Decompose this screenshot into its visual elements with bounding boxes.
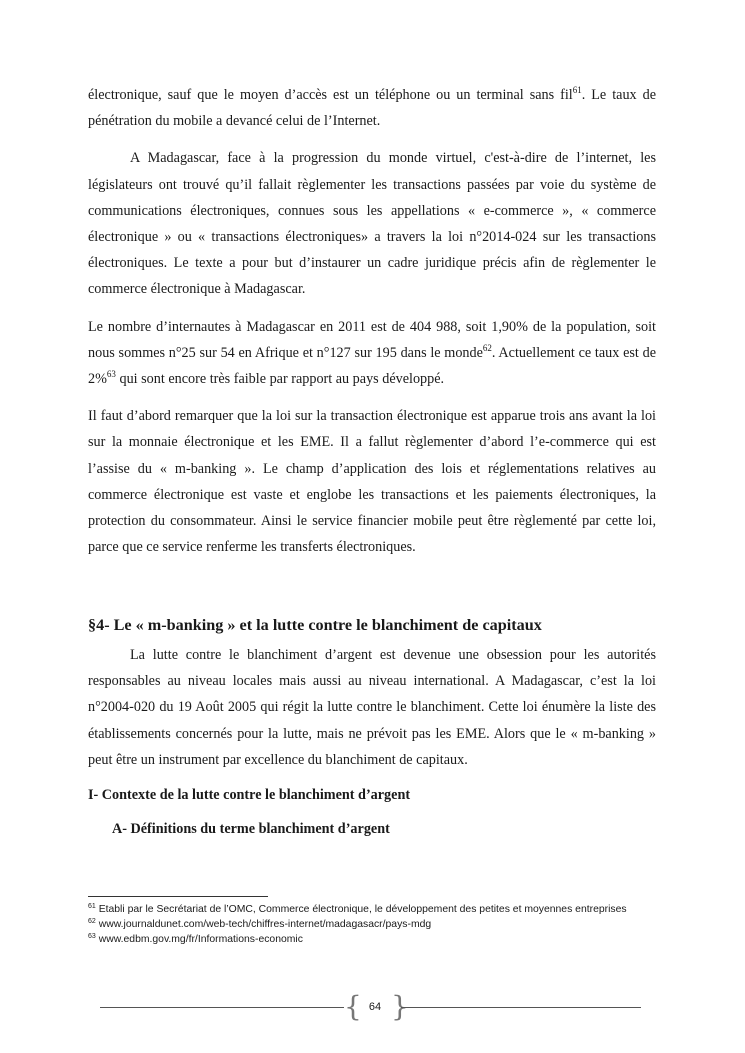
footer-rule-right [401, 1007, 641, 1008]
footnote-63: $^{63}$ www.edbm.gov.mg/fr/Informations-economic [88, 933, 303, 946]
left-brace-icon: { [344, 990, 362, 1023]
body-text [88, 82, 656, 560]
footnote-ref-61[interactable]: 61 [572, 85, 582, 95]
footnote-61: $^{61}$ Etabli par le Secrétariat de l’OMC, Commerce électronique, le développement des petites et moyennes entreprises [88, 903, 627, 915]
subheading-i: I- Contexte de la lutte contre le blanchiment d’argent [88, 787, 411, 803]
subheading-a: A- Définitions du terme blanchiment d’argent [112, 821, 390, 837]
section-paragraph: La lutte contre le blanchiment d’argent est devenue une obsession pour les autorités responsables au niveau locales mais aussi au niveau international. A Madagascar, c’est la loi n°2004-020 du 19 Août 2005 qui régit la lutte contre le blanchiment. Cette loi énumère la liste des établissements concernés pour la lutte, mais ne prévoit pas les EME. Alors que le « m-banking » peut être un instrument par excellence du blanchiment de capitaux. [88, 647, 656, 768]
footnote-ref-63[interactable]: 63 [106, 369, 116, 380]
paragraph-3: Le nombre d’internautes à Madagascar en 2011 est de 404 988, soit 1,90% de la population, soit nous sommes n°25 sur 54 en Afrique et n°127 sur 195 dans le monde$^{62}$. Actuellement ce taux est de 2%$^{63}$ qui sont encore très faible par rapport au pays développé. [88, 318, 656, 388]
footnote-divider [88, 896, 268, 897]
footer-rule-left [100, 1007, 344, 1008]
paragraph-4: Il faut d’abord remarquer que la loi sur la transaction électronique est apparue trois ans avant la loi sur la monnaie électronique et les EME. Il a fallut règlementer d’abord l’e-commerce qui est l’assise du « m-banking ». Le champ d’application des lois et réglementations relatives au commerce électronique est vaste et englobe les transactions et les paiements électroniques, la protection du consommateur. Ainsi le service financier mobile peut être règlementé par cette loi, parce que ce service renferme les transferts électroniques. [88, 408, 656, 556]
footnote-ref-62[interactable]: 62 [482, 342, 492, 353]
footnote-62: $^{62}$ www.journaldunet.com/web-tech/chiffres-internet/madagasacr/pays-mdg [88, 918, 432, 931]
page-number: 64 [368, 1001, 382, 1013]
page-footer [0, 992, 745, 1032]
section-title: §4- Le « m-banking » et la lutte contre le blanchiment de capitaux [88, 616, 542, 634]
right-brace-icon: } [391, 990, 409, 1023]
paragraph-2: A Madagascar, face à la progression du monde virtuel, c'est-à-dire de l’internet, les législateurs ont trouvé qu’il fallait règlementer les transactions passées par voie du système de communications électroniques, connues sous les appellations « e-commerce », « commerce électronique » ou « transactions électroniques» a travers la loi n°2014-024 sur les transactions électroniques. Le texte a pour but d’instaurer un cadre juridique précis afin de règlementer le commerce électronique à Madagascar. [88, 150, 656, 298]
paragraph-1: électronique, sauf que le moyen d’accès est un téléphone ou un terminal sans fil$^{61}$. Le taux de pénétration du mobile a devancé celui de l’Internet. [88, 85, 657, 130]
footnotes [88, 902, 656, 948]
